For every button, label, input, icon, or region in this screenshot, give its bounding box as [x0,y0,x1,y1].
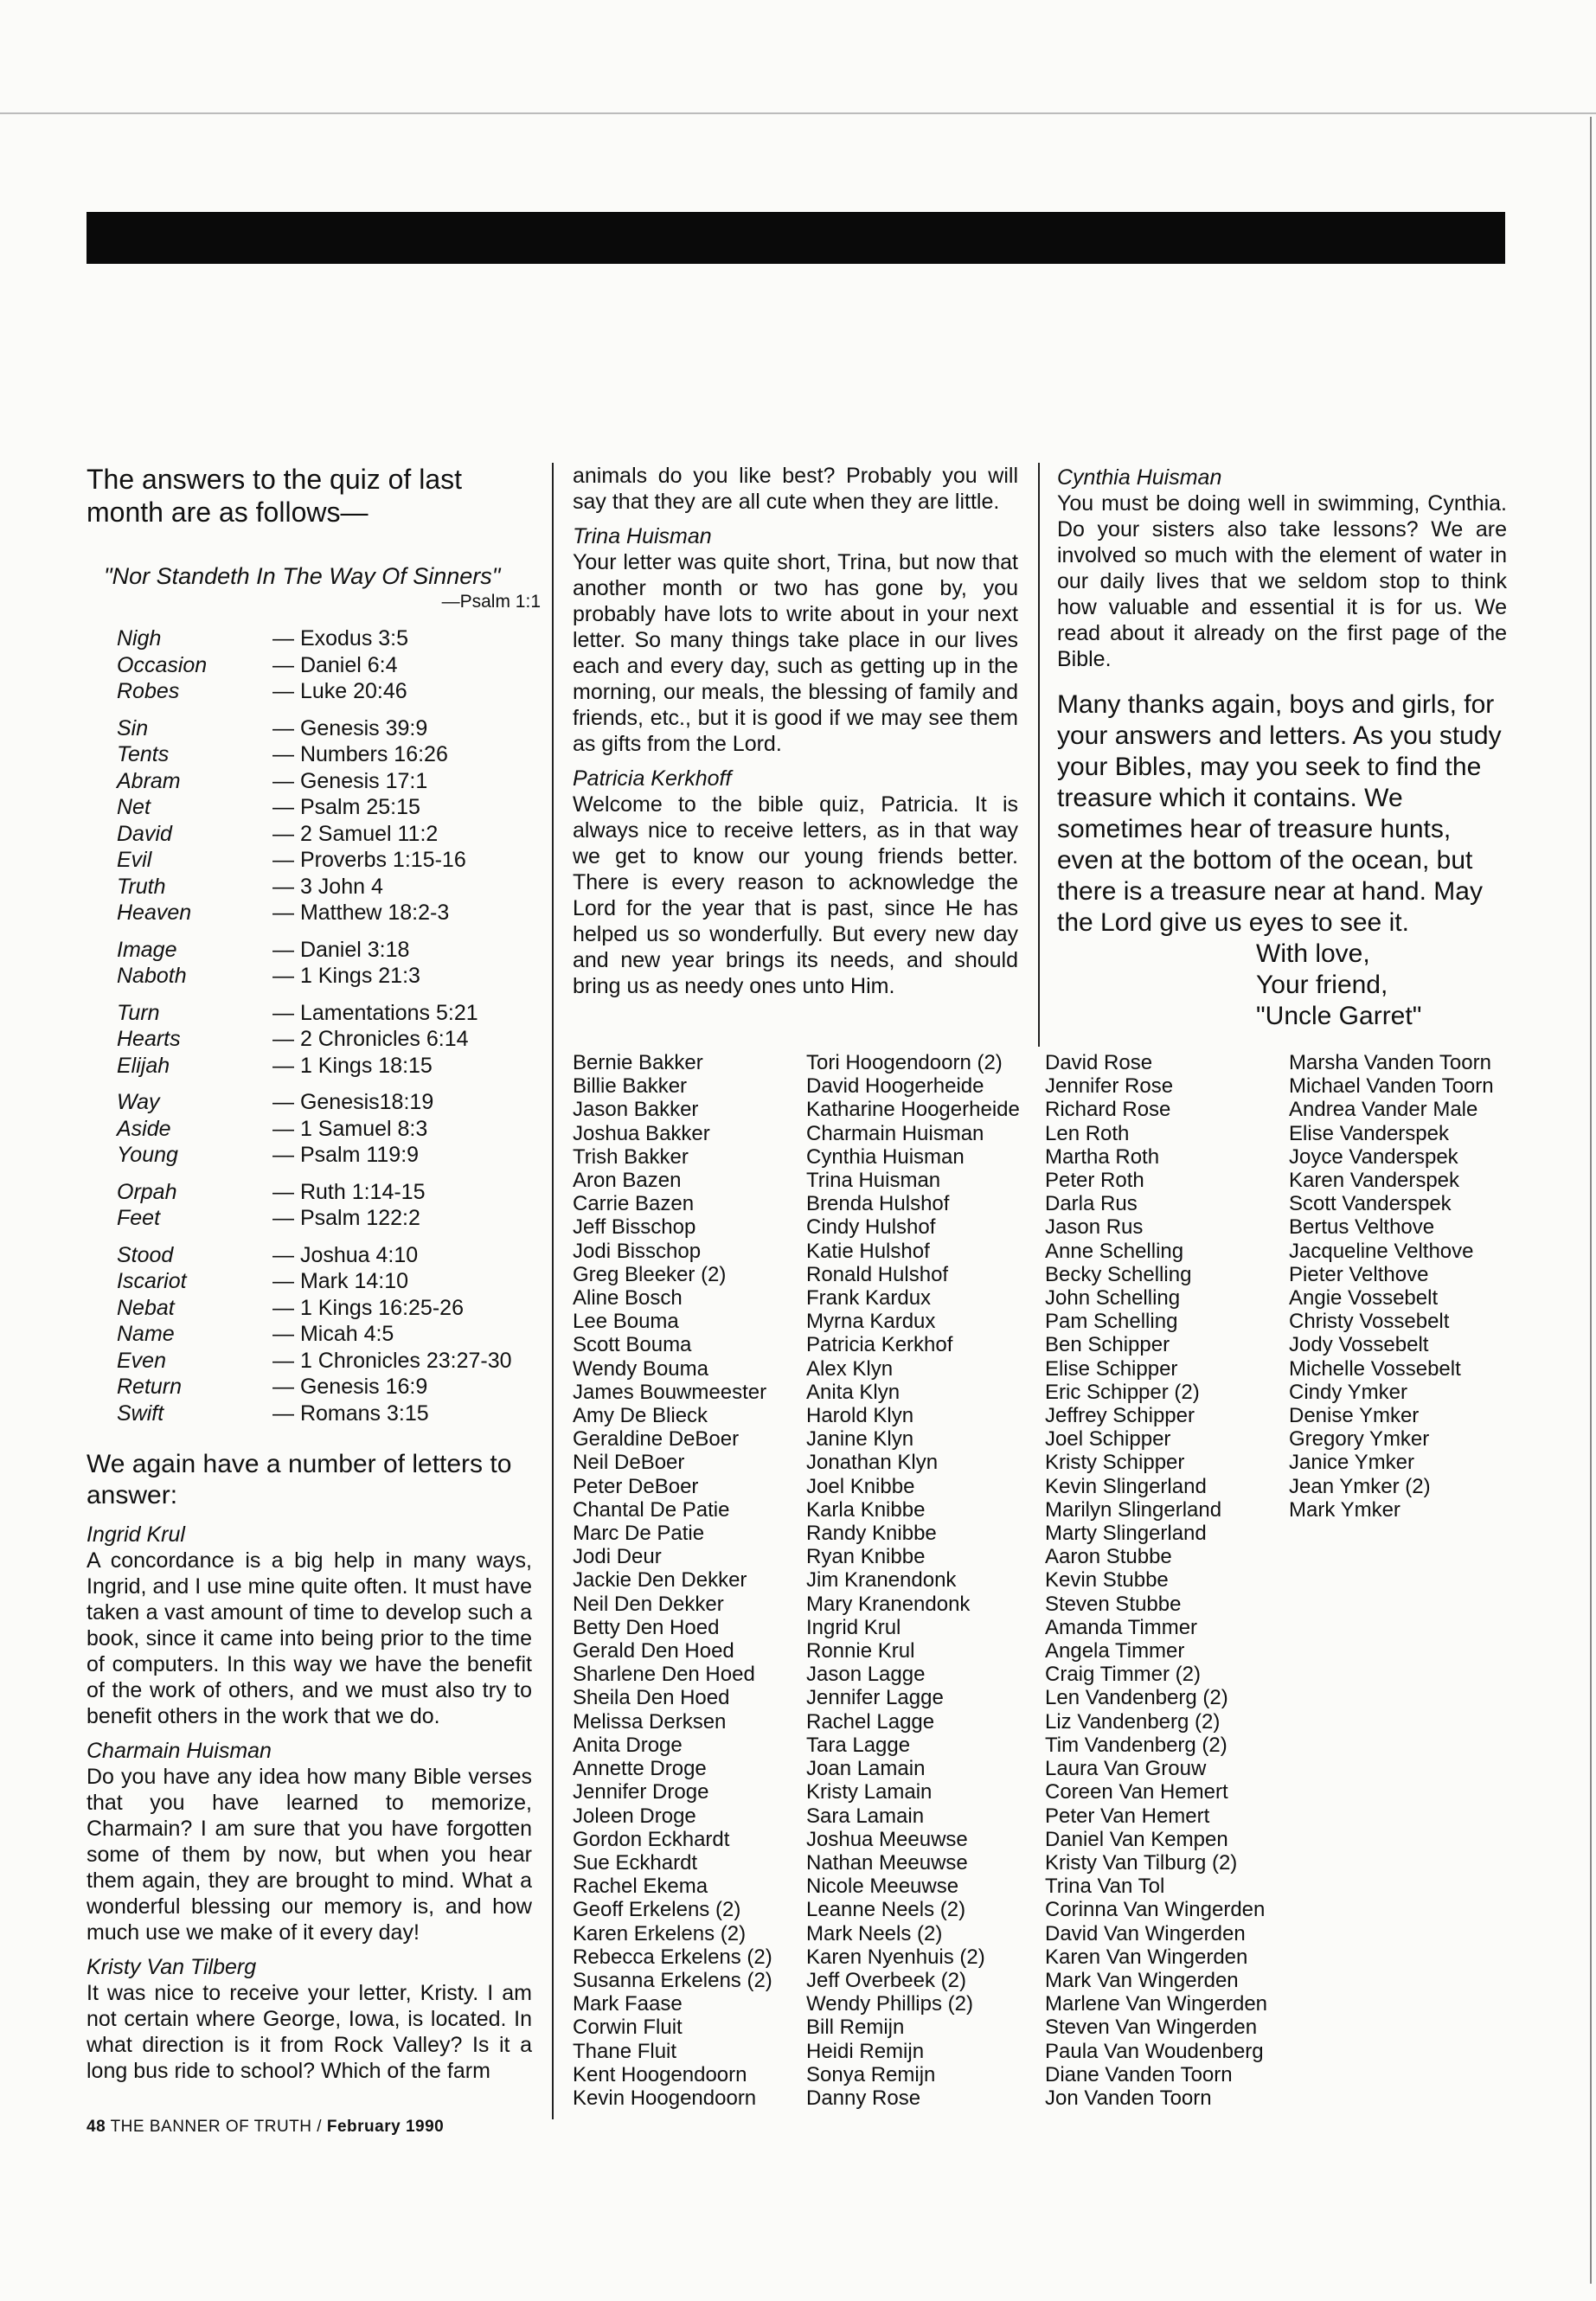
participant-name: Paula Van Woudenberg [1045,2039,1264,2063]
letter-kristy [87,1954,532,2084]
participant-name: Pieter Velthove [1289,1262,1429,1286]
letter-name: Kristy Van Tilberg [87,1955,257,1979]
participant-name: Corinna Van Wingerden [1045,1898,1266,1922]
participant-name: Kristy Van Tilburg (2) [1045,1850,1238,1875]
quiz-word: Hearts [117,1027,181,1051]
participant-name: Brenda Hulshof [806,1192,950,1216]
letter-text: Welcome to the bible quiz, Patricia. It is always nice to receive letters, as in that way we get to know our young friends better. There is every reason to acknowledge the Lord for the year that is past, since He has helped us so wonderfully. But every new day and new year brings its needs, and should bring us as needy ones unto Him. [573,792,1018,998]
quiz-word: Sin [117,715,149,740]
quiz-row [87,715,532,742]
participant-name: Ronnie Krul [806,1639,915,1663]
participant-name: Joshua Bakker [573,1121,710,1145]
participant-name: Marilyn Slingerland [1045,1497,1222,1522]
top-edge-line [0,112,1596,114]
quiz-reference: — Lamentations 5:21 [272,1000,478,1025]
quiz-row [87,1116,532,1143]
participant-name: Trish Bakker [573,1144,689,1169]
participant-name: James Bouwmeester [573,1380,767,1404]
names-list-2 [806,1051,1020,2110]
participant-name: David Hoogerheide [806,1074,984,1099]
quiz-word: Truth [117,874,166,899]
participant-name: Mark Van Wingerden [1045,1968,1239,1992]
letters-heading: We again have a number of letters to answer: [87,1450,512,1509]
participant-name: Aron Bazen [573,1169,682,1193]
letter-name: Charmain Huisman [87,1739,272,1763]
participant-name: Gerald Den Hoed [573,1639,734,1663]
participant-name: Betty Den Hoed [573,1615,720,1639]
letter-ingrid [87,1522,532,1729]
participant-name: Aline Bosch [573,1286,683,1311]
participant-name: John Schelling [1045,1286,1181,1311]
participant-name: Geraldine DeBoer [573,1427,740,1452]
participant-name: Becky Schelling [1045,1262,1192,1286]
quiz-word: Orpah [117,1179,177,1204]
column-divider-2 [1038,463,1040,1047]
participant-name: Jason Rus [1045,1215,1144,1240]
quiz-word: Heaven [117,901,192,925]
participant-name: Marty Slingerland [1045,1522,1207,1546]
quiz-word: Tents [117,742,170,766]
quiz-reference: — Daniel 6:4 [272,652,398,677]
participant-name: Rebecca Erkelens (2) [573,1945,772,1969]
quiz-reference: — Genesis 16:9 [272,1375,428,1399]
participant-name: Geoff Erkelens (2) [573,1898,741,1922]
participant-name: Billie Bakker [573,1074,688,1099]
quiz-row [87,768,532,795]
participant-name: Karla Knibbe [806,1497,926,1522]
quiz-reference: — Joshua 4:10 [272,1242,419,1267]
participant-name: Bertus Velthove [1289,1215,1435,1240]
participant-name: Neil DeBoer [573,1451,685,1475]
quiz-word: Robes [117,679,180,703]
quiz-group [87,1089,532,1169]
participant-name: Karen Nyenhuis (2) [806,1945,985,1969]
quiz-row [87,937,532,964]
participant-name: Gordon Eckhardt [573,1827,730,1851]
quiz-row [87,1179,532,1206]
participant-name: Heidi Remijn [806,2039,925,2063]
participant-name: Scott Vanderspek [1289,1192,1452,1216]
participant-name: Kristy Lamain [806,1780,933,1804]
quiz-row [87,1374,532,1400]
letter-text: Your letter was quite short, Trina, but now that another month or two has gone by, you probably have lots to write about in your next letter. So many things take place in our lives each and every day, such as getting up in the morning, our meals, the blessing of family and friends, etc., but it is good if we may see them as gifts from the Lord. [573,550,1018,756]
participant-name: Craig Timmer (2) [1045,1663,1202,1687]
participant-name: Aaron Stubbe [1045,1545,1172,1569]
letter-trina [573,523,1018,757]
participant-name: Martha Roth [1045,1144,1160,1169]
page-number: 48 [87,2118,106,2136]
participant-name: Jeffrey Schipper [1045,1404,1195,1428]
quiz-row [87,900,532,926]
participant-name: Michelle Vossebelt [1289,1356,1461,1381]
participant-name: Katie Hulshof [806,1239,930,1263]
participant-name: Ronald Hulshof [806,1262,949,1286]
participant-name: Jodi Bisschop [573,1239,702,1263]
column-3 [1057,463,1507,1032]
quiz-reference: — Numbers 16:26 [272,742,448,766]
quiz-group [87,1242,532,1427]
quiz-reference: — Genesis 39:9 [272,715,428,740]
participant-name: Jacqueline Velthove [1289,1239,1474,1263]
participant-name: Coreen Van Hemert [1045,1780,1228,1804]
quiz-row [87,821,532,848]
participant-name: Steven Van Wingerden [1045,2016,1258,2040]
participant-name: David Van Wingerden [1045,1921,1246,1945]
quiz-word: Nebat [117,1295,175,1320]
quiz-group [87,715,532,926]
participant-name: Mary Kranendonk [806,1592,971,1616]
participant-name: Marsha Vanden Toorn [1289,1051,1491,1074]
quiz-reference: — Psalm 122:2 [272,1206,420,1230]
quiz-row [87,652,532,679]
participant-name: Christy Vossebelt [1289,1310,1450,1334]
quiz-reference: — Psalm 25:15 [272,795,420,819]
participant-name: Joleen Droge [573,1804,696,1828]
letter-name: Trina Huisman [573,524,712,548]
participant-name: Sue Eckhardt [573,1850,698,1875]
participant-name: Janice Ymker [1289,1451,1414,1475]
quiz-word: Name [117,1322,175,1346]
quiz-row [87,1000,532,1027]
quiz-word: Elijah [117,1053,170,1078]
participant-name: Jason Bakker [573,1098,699,1122]
participant-name: Corwin Fluit [573,2016,683,2040]
letter-continued: animals do you like best? Probably you will say that they are all cute when they are little. [573,464,1018,514]
quiz-row [87,847,532,874]
participant-name: Len Vandenberg (2) [1045,1686,1228,1710]
participant-name: Nicole Meeuwse [806,1875,959,1899]
participant-name: Alex Klyn [806,1356,894,1381]
participant-name: Wendy Bouma [573,1356,708,1381]
quiz-reference: — Romans 3:15 [272,1400,429,1426]
participant-name: Marlene Van Wingerden [1045,1992,1268,2016]
participant-name: Tim Vandenberg (2) [1045,1733,1227,1757]
participant-name: Angela Timmer [1045,1639,1185,1663]
quiz-word: Iscariot [117,1269,187,1293]
quiz-word: Naboth [117,964,187,988]
quiz-row [87,1400,532,1427]
participant-name: Katharine Hoogerheide [806,1098,1020,1122]
participant-name: Nathan Meeuwse [806,1850,968,1875]
participant-name: Peter DeBoer [573,1474,699,1498]
participant-name: Jennifer Rose [1045,1074,1174,1099]
quiz-group [87,1000,532,1080]
column-divider-1 [552,463,554,2119]
closing-text: Many thanks again, boys and girls, for your answers and letters. As you study your Bibles, may you seek to find the treasure which it contains. We sometimes hear of treasure hunts, even at the bottom of the ocean, but there is a treasure near at hand. May the Lord give us eyes to see it. [1057,690,1502,937]
participant-name: Greg Bleeker (2) [573,1262,727,1286]
participant-name: Ingrid Krul [806,1615,901,1639]
page-footer [87,2118,444,2137]
participant-name: Neil Den Dekker [573,1592,724,1616]
quiz-reference: — 2 Samuel 11:2 [272,821,439,846]
participant-name: Ryan Knibbe [806,1545,926,1569]
quiz-row [87,1089,532,1116]
quiz-row [87,794,532,821]
participant-name: Charmain Huisman [806,1121,984,1145]
participant-name: Lee Bouma [573,1310,679,1334]
participant-name: Wendy Phillips (2) [806,1992,973,2016]
quiz-row [87,1321,532,1348]
participant-name: Trina Van Tol [1045,1875,1165,1899]
quiz-word: Return [117,1375,183,1399]
participant-name: Jodi Deur [573,1545,662,1569]
participant-name: Jeff Bisschop [573,1215,696,1240]
participant-name: Laura Van Grouw [1045,1757,1207,1781]
quiz-answers [87,625,532,1426]
quiz-reference: — Ruth 1:14-15 [272,1179,426,1204]
quiz-reference: — Luke 20:46 [272,679,407,703]
letter-patricia [573,766,1018,999]
letter-text: It was nice to receive your letter, Kristy. I am not certain where George, Iowa, is located. In what direction is it from Rock Valley? Is it a long bus ride to school? Which of the farm [87,1981,532,2083]
quiz-reference: — 1 Kings 18:15 [272,1053,433,1078]
letter-text: A concordance is a big help in many ways, Ingrid, and I use mine quite often. It must have taken a vast amount of time to develop such a book, since it came into being prior to the time of computers. In this way we have the benefit of the work of others, and we must also try to benefit others in the work that we do. [87,1548,532,1728]
letter-charmain [87,1738,532,1945]
participant-name: Danny Rose [806,2086,921,2110]
quiz-row [87,1242,532,1269]
participant-name: Sharlene Den Hoed [573,1663,755,1687]
quiz-word: David [117,821,172,846]
quiz-row [87,625,532,652]
quiz-reference: — 1 Kings 21:3 [272,964,420,988]
participant-name: Tori Hoogendoorn (2) [806,1051,1003,1074]
participant-name: Leanne Neels (2) [806,1898,966,1922]
participant-name: Kent Hoogendoorn [573,2062,747,2086]
participant-name: Cindy Hulshof [806,1215,936,1240]
quiz-row [87,1268,532,1295]
quiz-word: Swift [117,1400,164,1426]
participant-name: Annette Droge [573,1757,707,1781]
participant-name: Michael Vanden Toorn [1289,1074,1494,1099]
participant-name: Joel Schipper [1045,1427,1171,1452]
participant-name: Jonathan Klyn [806,1451,939,1475]
participant-name: Karen Erkelens (2) [573,1921,747,1945]
participant-name: Bill Remijn [806,2016,905,2040]
quiz-group [87,625,532,705]
participant-name: Darla Rus [1045,1192,1138,1216]
participant-name: Amanda Timmer [1045,1615,1198,1639]
quiz-reference: —Psalm 1:1 [441,592,541,612]
participant-name: Jennifer Droge [573,1780,709,1804]
participant-name: Karen Vanderspek [1289,1169,1460,1193]
names-list-3 [1045,1051,1267,2110]
quiz-reference: — Exodus 3:5 [272,626,409,651]
participant-name: Mark Faase [573,1992,683,2016]
sign-off-3: "Uncle Garret" [1256,1002,1422,1030]
quiz-word: Evil [117,848,152,872]
letter-name: Cynthia Huisman [1057,465,1222,490]
participant-name: Carrie Bazen [573,1192,695,1216]
participant-name: Gregory Ymker [1289,1427,1430,1452]
quiz-row [87,963,532,990]
intro-text: The answers to the quiz of last month are as follows— [87,464,462,528]
quiz-row [87,678,532,705]
participant-name: Jon Vanden Toorn [1045,2086,1212,2110]
participant-name: Jackie Den Dekker [573,1568,747,1593]
quiz-row [87,874,532,901]
participant-name: Joel Knibbe [806,1474,915,1498]
quiz-group [87,937,532,990]
participant-name: Sonya Remijn [806,2062,936,2086]
participant-name: Bernie Bakker [573,1051,703,1074]
publication-name: THE BANNER OF TRUTH / [110,2118,323,2136]
participant-name: Ben Schipper [1045,1333,1170,1357]
participant-name: Patricia Kerkhof [806,1333,953,1357]
letter-name: Patricia Kerkhoff [573,766,732,791]
participant-name: Kevin Slingerland [1045,1474,1207,1498]
quiz-word: Abram [117,768,181,793]
participant-name: Kevin Stubbe [1045,1568,1169,1593]
participant-name: Cynthia Huisman [806,1144,965,1169]
participant-name: David Rose [1045,1051,1153,1074]
participant-name: Anne Schelling [1045,1239,1184,1263]
participant-name: Jason Lagge [806,1663,926,1687]
quiz-reference: — 1 Samuel 8:3 [272,1116,428,1141]
quiz-row [87,1026,532,1053]
quiz-word: Feet [117,1206,161,1230]
participant-name: Denise Ymker [1289,1404,1420,1428]
participant-name: Sheila Den Hoed [573,1686,730,1710]
participant-name: Len Roth [1045,1121,1130,1145]
quiz-reference: — 1 Chronicles 23:27-30 [272,1348,512,1373]
column-1 [87,463,541,2084]
quiz-row [87,1053,532,1080]
participant-name: Jennifer Lagge [806,1686,944,1710]
header-band [87,212,1505,264]
participant-name: Chantal De Patie [573,1497,730,1522]
names-list-1 [573,1051,772,2110]
quiz-reference: — Proverbs 1:15-16 [272,848,466,872]
quiz-word: Turn [117,1000,160,1025]
participant-name: Melissa Derksen [573,1709,727,1734]
issue-date: February 1990 [326,2118,445,2136]
participant-name: Rachel Lagge [806,1709,935,1734]
quiz-row [87,741,532,768]
participant-name: Susanna Erkelens (2) [573,1968,772,1992]
letter-text: You must be doing well in swimming, Cynthia. Do your sisters also take lessons? We are involved so much with the element of water in our daily lives that we seldom stop to think how valuable and essential it is for us. We read about it already on the first page of the Bible. [1057,491,1507,671]
participant-name: Eric Schipper (2) [1045,1380,1200,1404]
participant-name: Myrna Kardux [806,1310,936,1334]
quiz-row [87,1348,532,1375]
participant-name: Thane Fluit [573,2039,677,2063]
quiz-reference: — Daniel 3:18 [272,937,410,962]
participant-name: Pam Schelling [1045,1310,1178,1334]
quiz-row [87,1295,532,1322]
participant-name: Elise Schipper [1045,1356,1178,1381]
participant-name: Jody Vossebelt [1289,1333,1429,1357]
quiz-reference: — Genesis 17:1 [272,768,428,793]
participant-name: Richard Rose [1045,1098,1171,1122]
quiz-group [87,1179,532,1232]
sign-off-1: With love, [1256,939,1370,968]
quiz-reference: — Matthew 18:2-3 [272,901,450,925]
quiz-word: Way [117,1090,160,1114]
participant-name: Elise Vanderspek [1289,1121,1449,1145]
participant-name: Mark Neels (2) [806,1921,943,1945]
right-edge-line [1590,117,1592,2284]
participant-name: Tara Lagge [806,1733,911,1757]
participant-name: Joyce Vanderspek [1289,1144,1458,1169]
participant-name: Peter Roth [1045,1169,1144,1193]
participant-name: Amy De Blieck [573,1404,708,1428]
participant-name: Rachel Ekema [573,1875,708,1899]
quiz-reference: — Genesis18:19 [272,1090,434,1114]
column-2 [573,463,1018,999]
participant-name: Sara Lamain [806,1804,925,1828]
quiz-row [87,1142,532,1169]
participant-name: Karen Van Wingerden [1045,1945,1248,1969]
participant-name: Angie Vossebelt [1289,1286,1439,1311]
participant-name: Andrea Vander Male [1289,1098,1478,1122]
letter-text: Do you have any idea how many Bible verses that you have learned to memorize, Charmain? I am sure that you have forgotten some of them by now, but when you hear them again, they are brought to mind. What a wonderful blessing our memory is, and how much use we make of it every day! [87,1765,532,1945]
participant-name: Diane Vanden Toorn [1045,2062,1233,2086]
quiz-word: Net [117,795,151,819]
names-list-4 [1289,1051,1494,1522]
participant-name: Jeff Overbeek (2) [806,1968,966,1992]
participant-name: Marc De Patie [573,1522,705,1546]
participant-name: Daniel Van Kempen [1045,1827,1228,1851]
quiz-word: Stood [117,1242,174,1267]
participant-name: Anita Klyn [806,1380,901,1404]
participant-name: Joshua Meeuwse [806,1827,968,1851]
quiz-reference: — 1 Kings 16:25-26 [272,1295,464,1320]
quiz-word: Even [117,1348,166,1373]
participant-name: Trina Huisman [806,1169,941,1193]
quiz-reference: — Psalm 119:9 [272,1143,420,1167]
participant-name: Jean Ymker (2) [1289,1474,1431,1498]
participant-name: Mark Ymker [1289,1497,1401,1522]
participant-name: Peter Van Hemert [1045,1804,1210,1828]
quiz-title: "Nor Standeth In The Way Of Sinners" [104,563,501,589]
participant-name: Jim Kranendonk [806,1568,957,1593]
participant-name: Kevin Hoogendoorn [573,2086,757,2110]
participant-name: Harold Klyn [806,1404,914,1428]
quiz-word: Image [117,937,177,962]
participant-name: Janine Klyn [806,1427,914,1452]
letter-name: Ingrid Krul [87,1522,185,1547]
participant-name: Anita Droge [573,1733,683,1757]
participant-name: Kristy Schipper [1045,1451,1185,1475]
quiz-word: Aside [117,1116,171,1141]
participant-name: Randy Knibbe [806,1522,937,1546]
participant-name: Liz Vandenberg (2) [1045,1709,1221,1734]
sign-off-2: Your friend, [1256,971,1388,999]
quiz-row [87,1205,532,1232]
quiz-reference: — 2 Chronicles 6:14 [272,1027,469,1051]
quiz-word: Young [117,1143,178,1167]
participant-name: Joan Lamain [806,1757,926,1781]
participant-name: Steven Stubbe [1045,1592,1182,1616]
quiz-reference: — 3 John 4 [272,874,383,899]
participant-name: Frank Kardux [806,1286,932,1311]
quiz-word: Nigh [117,626,162,651]
quiz-reference: — Mark 14:10 [272,1269,409,1293]
participant-name: Cindy Ymker [1289,1380,1407,1404]
quiz-word: Occasion [117,652,208,677]
participant-name: Scott Bouma [573,1333,692,1357]
quiz-reference: — Micah 4:5 [272,1322,394,1346]
